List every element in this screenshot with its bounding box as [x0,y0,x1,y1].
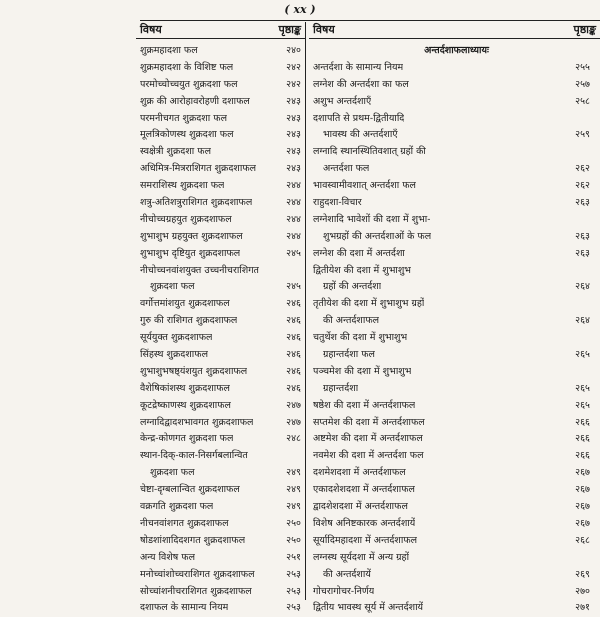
entry-page-number: २४३ [286,95,301,107]
index-entry [309,499,600,516]
entry-page-number: २४३ [286,163,301,175]
index-entry [136,313,305,330]
index-entry [136,448,305,465]
entry-page-number: २४६ [286,382,301,394]
entry-page-number: २४३ [286,146,301,158]
entry-title: अधिमित्र-मित्रराशिगत शुक्रदशाफल [140,163,257,175]
index-entry [136,144,305,161]
entry-title: भावस्थ की अन्तर्दशाएँ [323,129,398,141]
index-entry [136,60,305,77]
index-entry [309,246,600,263]
index-entry [136,279,305,296]
index-entry [136,600,305,617]
entry-title: शुक्रमहादशा के विशिष्ट फल [140,61,234,73]
entry-title: की अन्तर्दशाफल [323,315,380,327]
index-entry [309,415,600,432]
entry-title: चेष्टा-दृग्बलान्वित शुक्रदशाफल [140,484,240,496]
entry-title: सोच्चांशनीचराशिगत शुक्रदशाफल [140,585,252,597]
index-entry [309,381,600,398]
left-subject-heading: विषय [140,23,162,36]
entry-title: समराशिस्थ शुक्रदशा फल [140,180,225,192]
index-entry [136,567,305,584]
entry-title: शुभाशुभ ग्रहयुक्त शुक्रदशाफल [140,230,243,242]
index-entry [136,246,305,263]
index-entry [309,195,600,212]
entry-page-number: २६५ [575,399,590,411]
entry-page-number: २४९ [286,501,301,513]
entry-title: षोडशांशादिदशगत शुक्रदशाफल [140,534,246,546]
index-entry [136,94,305,111]
entry-title: लग्नेश की दशा में अन्तर्दशा [313,247,405,259]
entry-title: शुभग्रहों की अन्तर्दशाओं के फल [323,230,432,242]
entry-title: नीचोच्चनवांशयुक्त उच्चनीचराशिगत [140,264,259,276]
entry-title: स्थान-दिक्-काल-निसर्गबलान्वित [140,450,248,462]
section-heading [309,43,600,60]
entry-page-number: २४४ [286,180,301,192]
entry-page-number: २६९ [575,568,590,580]
index-entry [136,550,305,567]
index-entry [136,347,305,364]
entry-page-number: २६३ [575,197,590,209]
entry-page-number: २६४ [575,281,590,293]
entry-page-number: २६२ [575,180,590,192]
entry-title: दशापति से प्रथम-द्वितीयादि [313,112,405,124]
index-entry [136,516,305,533]
entry-page-number: २७० [575,585,590,597]
index-entry [136,415,305,432]
index-entry [136,178,305,195]
entry-title: की अन्तर्दशायें [323,568,371,580]
entry-title: केन्द्र-कोणगत शुक्रदशा फल [140,433,234,445]
index-entry [309,94,600,111]
entry-title: द्वितीय भावस्थ सूर्य में अन्तर्दशायें [313,602,424,614]
entry-page-number: २६६ [575,433,590,445]
index-entry [309,330,600,347]
entry-title: शुभाशुभषष्ठ्यंशयुत शुक्रदशाफल [140,365,248,377]
entry-page-number: २६६ [575,450,590,462]
index-entry [309,212,600,229]
entry-title: द्वादशेशदशा में अन्तर्दशाफल [313,501,408,513]
index-entry [136,533,305,550]
entry-page-number: २४६ [286,332,301,344]
entry-title: सप्तमेश की दशा में अन्तर्दशाफल [313,416,425,428]
entry-page-number: २५३ [286,568,301,580]
index-entry [309,127,600,144]
entry-title: अष्टमेश की दशा में अन्तर्दशाफल [313,433,423,445]
left-entries [136,39,305,617]
right-column-header [309,22,600,39]
index-entry [309,567,600,584]
column-divider [305,22,306,600]
entry-page-number: २६३ [575,247,590,259]
entry-page-number: २६७ [575,501,590,513]
entry-title: सूर्यादिमहादशा में अन्तर्दशाफल [313,534,418,546]
index-entry [309,263,600,280]
index-entry [136,465,305,482]
entry-page-number: २७१ [575,602,590,614]
index-entry [309,178,600,195]
entry-page-number: २६६ [575,416,590,428]
index-entry [309,431,600,448]
entry-title: भावस्वामीवशात् अन्तर्दशा फल [313,180,416,192]
index-entry [309,313,600,330]
index-entry [136,482,305,499]
entry-page-number: २४६ [286,349,301,361]
entry-page-number: २४६ [286,365,301,377]
index-entry [309,516,600,533]
index-entry [309,600,600,617]
entry-page-number: २६७ [575,517,590,529]
entry-page-number: २५० [286,517,301,529]
entry-page-number: २४४ [286,213,301,225]
entry-page-number: २५३ [286,602,301,614]
index-entry [136,195,305,212]
index-entry [309,60,600,77]
entry-title: राहुदशा-विचार [313,197,362,209]
index-entry [309,161,600,178]
right-column [309,22,600,617]
index-entry [136,212,305,229]
index-entry [309,533,600,550]
index-entry [309,111,600,128]
entry-page-number: २५९ [575,129,590,141]
index-entry [136,330,305,347]
entry-page-number: २४५ [286,281,301,293]
index-entry [309,584,600,601]
entry-title: मूलत्रिकोणस्थ शुक्रदशा फल [140,129,234,141]
entry-page-number: २४६ [286,315,301,327]
entry-page-number: २५५ [575,61,590,73]
entry-page-number: २६४ [575,315,590,327]
entry-title: मनोच्चांशोच्चराशिगत शुक्रदशाफल [140,568,255,580]
entry-title: परमनीचगत शुक्रदशा फल [140,112,228,124]
left-page-heading: पृष्ठाङ्क [278,23,301,36]
index-entry [136,161,305,178]
entry-title: नवमेश की दशा में अन्तर्दशा फल [313,450,424,462]
index-entry [309,144,600,161]
entry-page-number: २४९ [286,484,301,496]
entry-title: दशाफल के सामान्य नियम [140,602,229,614]
entry-title: तृतीयेश की दशा में शुभाशुभ ग्रहों [313,298,425,310]
entry-page-number: २४७ [286,399,301,411]
entry-title: शत्रु-अतिशत्रुराशिगत शुक्रदशाफल [140,197,253,209]
entry-title: ग्रहान्तर्दशा फल [323,349,375,361]
index-entry [136,381,305,398]
entry-page-number: २६८ [575,534,590,546]
top-rule [140,20,600,21]
entry-page-number: २५० [286,534,301,546]
index-entry [136,43,305,60]
entry-title: परमोच्चोच्चयुत शुक्रदशा फल [140,78,238,90]
entry-title: अन्तर्दशा फल [323,163,370,175]
entry-page-number: २४४ [286,230,301,242]
entry-title: वक्रगति शुक्रदशा फल [140,501,214,513]
entry-page-number: २४२ [286,78,301,90]
entry-title: नीचोच्चग्रहयुत शुक्रदशाफल [140,213,232,225]
entry-page-number: २६७ [575,484,590,496]
entry-title: षष्ठेश की दशा में अन्तर्दशाफल [313,399,416,411]
entry-title: लग्नस्थ सूर्यदशा में अन्य ग्रहों [313,551,410,563]
index-entry [136,127,305,144]
left-column-header [136,22,305,39]
entry-title: वर्गोत्तमांशयुत शुक्रदशाफल [140,298,230,310]
entry-page-number: २६३ [575,230,590,242]
entry-title: लग्नादिद्वादशभावगत शुक्रदशाफल [140,416,254,428]
entry-title: दशमेशदशा में अन्तर्दशाफल [313,467,406,479]
entry-title: वैशेषिकांशस्थ शुक्रदशाफल [140,382,230,394]
entry-title: लग्नेश की अन्तर्दशा का फल [313,78,409,90]
index-entry [309,550,600,567]
index-entry [309,229,600,246]
entry-title: कूटद्रेष्काणस्थ शुक्रदशाफल [140,399,231,411]
entry-title: चतुर्थेश की दशा में शुभाशुभ [313,332,408,344]
entry-title: लग्नादि स्थानस्थितिवशात् ग्रहों की [313,146,426,158]
index-entry [309,364,600,381]
left-column [136,22,305,617]
index-entry [309,347,600,364]
entry-title: ग्रहों की अन्तर्दशा [323,281,382,293]
entry-title: पञ्चमेश की दशा में शुभाशुभ [313,365,412,377]
index-entry [136,398,305,415]
index-entry [136,229,305,246]
entry-title: अशुभ अन्तर्दशाएँ [313,95,372,107]
entry-page-number: २५१ [286,551,301,563]
entry-page-number: २४३ [286,112,301,124]
entry-page-number: २५८ [575,95,590,107]
index-entry [136,296,305,313]
entry-title: सूर्ययुक्त शुक्रदशाफल [140,332,213,344]
entry-page-number: २४० [286,45,301,56]
entry-title: शुक्र की आरोहावरोहणी दशाफल [140,95,250,107]
entry-title: शुभाशुभ दृष्टियुत शुक्रदशाफल [140,247,241,259]
index-entry [136,499,305,516]
entry-page-number: २६७ [575,467,590,479]
entry-page-number: २४४ [286,197,301,209]
entry-page-number: २४२ [286,61,301,73]
index-entry [136,431,305,448]
entry-page-number: २५३ [286,585,301,597]
entry-page-number: २४६ [286,298,301,310]
index-entry [136,111,305,128]
entry-title: स्वक्षेत्री शुक्रदशा फल [140,146,212,158]
entry-title: गुरु की राशिगत शुक्रदशाफल [140,315,238,327]
index-entry [309,398,600,415]
entry-title: शुक्रदशा फल [150,467,195,479]
entry-page-number: २६५ [575,349,590,361]
index-entry [309,448,600,465]
entry-title: गोचरागोचर-निर्णय [313,585,375,597]
page-folio: ( xx ) [284,3,316,16]
entry-title: नीचनवांशगत शुक्रदशाफल [140,517,229,529]
index-entry [309,279,600,296]
entry-page-number: २५७ [575,78,590,90]
entry-title: अन्तर्दशा के सामान्य नियम [313,61,404,73]
entry-page-number: २६५ [575,382,590,394]
entry-page-number: २४५ [286,247,301,259]
entry-title: अन्य विशेष फल [140,551,196,563]
index-entry [136,263,305,280]
entry-title: एकादशेशदशा में अन्तर्दशाफल [313,484,415,496]
index-entry [309,296,600,313]
entry-title: शुक्रदशा फल [150,281,195,293]
entry-title: द्वितीयेश की दशा में शुभाशुभ [313,264,411,276]
index-entry [136,77,305,94]
entry-title: अन्तर्दशाफलाध्यायः [424,45,489,56]
entry-title: ग्रहान्तर्दशा [323,382,359,394]
right-entries [309,39,600,617]
entry-page-number: २४३ [286,129,301,141]
right-subject-heading: विषय [313,23,335,36]
index-entry [309,465,600,482]
entry-page-number: २४८ [286,433,301,445]
entry-page-number: २४७ [286,416,301,428]
index-entry [309,77,600,94]
right-page-heading: पृष्ठाङ्क [573,23,596,36]
entry-title: शुक्रमहादशा फल [140,45,198,56]
entry-title: लग्नेशादि भावेशों की दशा में शुभा- [313,213,431,225]
entry-title: सिंहस्थ शुक्रदशाफल [140,349,209,361]
entry-page-number: २६२ [575,163,590,175]
entry-title: विशेष अनिष्टकारक अन्तर्दशायें [313,517,416,529]
entry-page-number: २४९ [286,467,301,479]
index-entry [136,584,305,601]
index-entry [309,482,600,499]
index-entry [136,364,305,381]
